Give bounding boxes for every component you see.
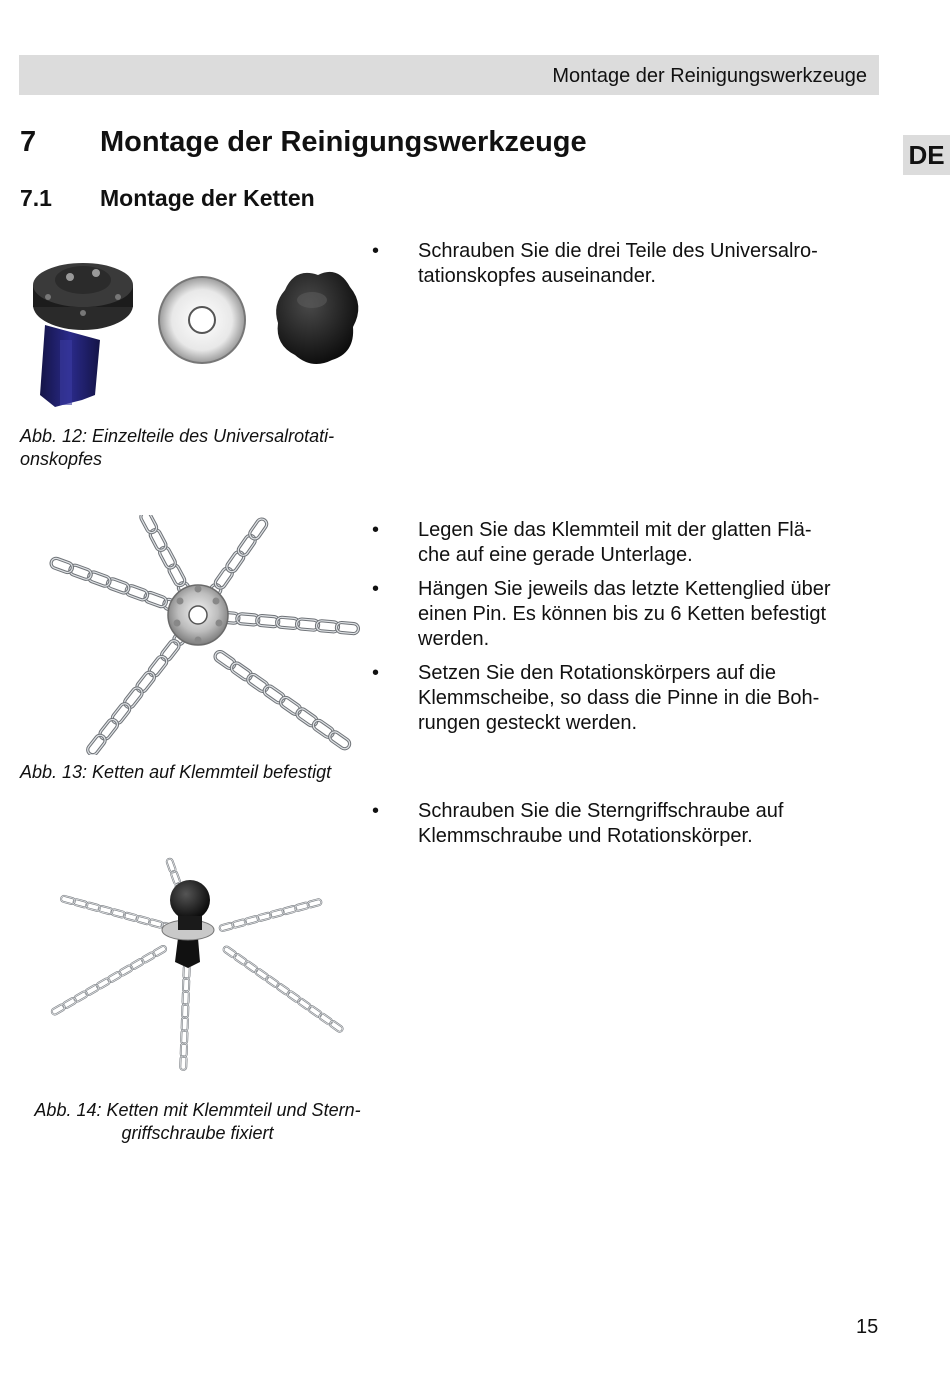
list-item-line: Schrauben Sie die drei Teile des Universalro- <box>418 240 818 262</box>
figure-12-caption <box>20 425 365 471</box>
list-item-line: tationskopfes auseinander. <box>418 265 656 287</box>
chapter-title: Montage der Reinigungswerkzeuge <box>100 126 587 158</box>
list-item <box>372 239 872 289</box>
figure-14-caption <box>20 1099 375 1145</box>
clamp-disc-part <box>159 277 245 363</box>
bullet-dot: • <box>372 800 380 822</box>
caption-line: Abb. 14: Ketten mit Klemmteil und Stern- <box>34 1100 361 1120</box>
list-item-line: Klemmschraube und Rotationskörper. <box>418 825 753 847</box>
star-knob-part <box>276 272 358 364</box>
assembled-rotation-head <box>162 880 214 968</box>
figure-12-image <box>20 245 365 415</box>
instruction-list-3 <box>372 799 872 858</box>
list-item <box>372 518 872 568</box>
list-item-line: Klemmscheibe, so dass die Pinne in die Boh- <box>418 687 820 709</box>
rotation-body-part <box>33 263 133 407</box>
figure-14-image <box>30 850 360 1080</box>
figure-13-image <box>20 515 375 755</box>
bullet-dot: • <box>372 240 380 262</box>
bullet-dot: • <box>372 519 380 541</box>
list-item-line: che auf eine gerade Unterlage. <box>418 544 693 566</box>
list-item-line: rungen gesteckt werden. <box>418 712 638 734</box>
list-item-line: einen Pin. Es können bis zu 6 Ketten befestigt <box>418 603 827 625</box>
section-number: 7.1 <box>20 185 52 211</box>
list-item-line: Schrauben Sie die Sterngriffschraube auf <box>418 800 784 822</box>
section-title: Montage der Ketten <box>100 185 315 211</box>
bullet-dot: • <box>372 662 380 684</box>
list-item <box>372 799 872 849</box>
chapter-number: 7 <box>20 126 37 158</box>
list-item <box>372 661 872 736</box>
instruction-list-2 <box>372 518 872 745</box>
list-item-line: Setzen Sie den Rotationskörpers auf die <box>418 662 776 684</box>
figure-13-caption <box>20 761 365 784</box>
language-tab: DE <box>903 135 950 175</box>
clamp-part <box>168 585 228 645</box>
list-item-line: werden. <box>418 628 490 650</box>
caption-line: griffschraube fixiert <box>121 1123 274 1143</box>
caption-line: onskopfes <box>20 449 103 469</box>
page-number: 15 <box>856 1316 879 1338</box>
list-item-line: Legen Sie das Klemmteil mit der glatten Flä- <box>418 519 812 541</box>
instruction-list-1 <box>372 239 872 298</box>
caption-line: Abb. 12: Einzelteile des Universalrotati- <box>20 426 335 446</box>
caption-line: Abb. 13: Ketten auf Klemmteil befestigt <box>20 762 332 782</box>
running-header <box>19 55 879 95</box>
bullet-dot: • <box>372 578 380 600</box>
list-item <box>372 577 872 652</box>
running-header-title: Montage der Reinigungswerkzeuge <box>552 65 867 87</box>
list-item-line: Hängen Sie jeweils das letzte Kettenglied über <box>418 578 831 600</box>
